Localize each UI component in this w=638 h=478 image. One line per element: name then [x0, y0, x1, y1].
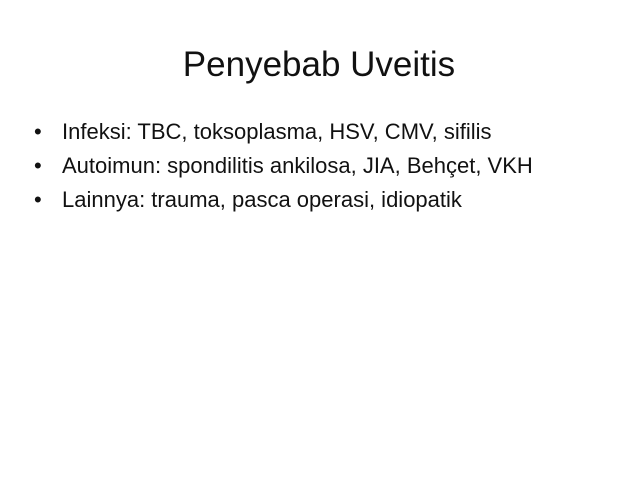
bullet-text: Autoimun: spondilitis ankilosa, JIA, Behçet, VKH — [62, 153, 533, 178]
bullet-text: Lainnya: trauma, pasca operasi, idiopatik — [62, 187, 462, 212]
bullet-item-autoimun — [34, 152, 604, 179]
bullet-dot-icon: • — [34, 119, 42, 144]
bullet-item-lainnya — [34, 186, 604, 213]
bullet-dot-icon: • — [34, 187, 42, 212]
bullet-list — [34, 118, 604, 220]
slide-title: Penyebab Uveitis — [182, 45, 456, 84]
bullet-item-infeksi — [34, 118, 604, 145]
bullet-dot-icon: • — [34, 153, 42, 178]
bullet-text: Infeksi: TBC, toksoplasma, HSV, CMV, sifilis — [62, 119, 492, 144]
